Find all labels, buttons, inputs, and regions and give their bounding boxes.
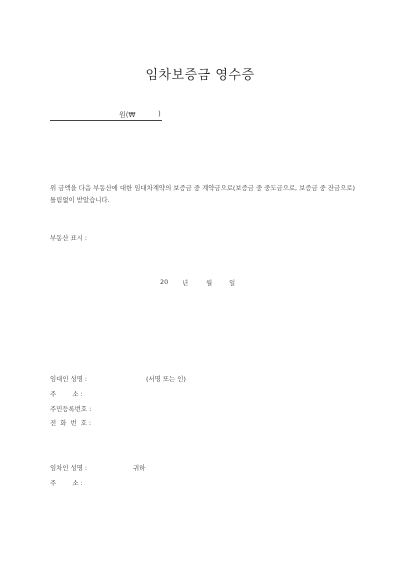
date-year-prefix: 20 (160, 278, 169, 286)
amount-close-paren: ) (158, 110, 161, 118)
landlord-address-label: 주 소 : (50, 390, 83, 398)
tenant-address-label: 주 소 : (50, 479, 83, 487)
landlord-signature-label: (서명 또는 인) (146, 375, 186, 383)
date-year: 년 (182, 279, 189, 287)
tenant-honorific: 귀하 (133, 464, 146, 472)
document-title: 임차보증금 영수증 (145, 68, 255, 83)
amount-field (50, 110, 162, 121)
property-label: 부동산 표시 : (50, 234, 88, 242)
receipt-statement: 위 금액을 다음 부동산에 대한 임대차계약의 보증금 중 계약금으로(보증금 중 중도금으로, 보증금 중 잔금으로) 틀림없이 받았습니다. (50, 184, 356, 204)
tenant-name-label: 임차인 성명 : (50, 464, 88, 472)
date-month: 월 (206, 279, 213, 287)
landlord-id-label: 주민등록번호 : (50, 405, 92, 413)
date-day: 일 (229, 279, 236, 287)
amount-currency-label: 원(₩ (119, 111, 136, 119)
landlord-name-label: 임대인 성명 : (50, 375, 88, 383)
landlord-phone-label: 전 화 번 호 : (50, 419, 92, 427)
